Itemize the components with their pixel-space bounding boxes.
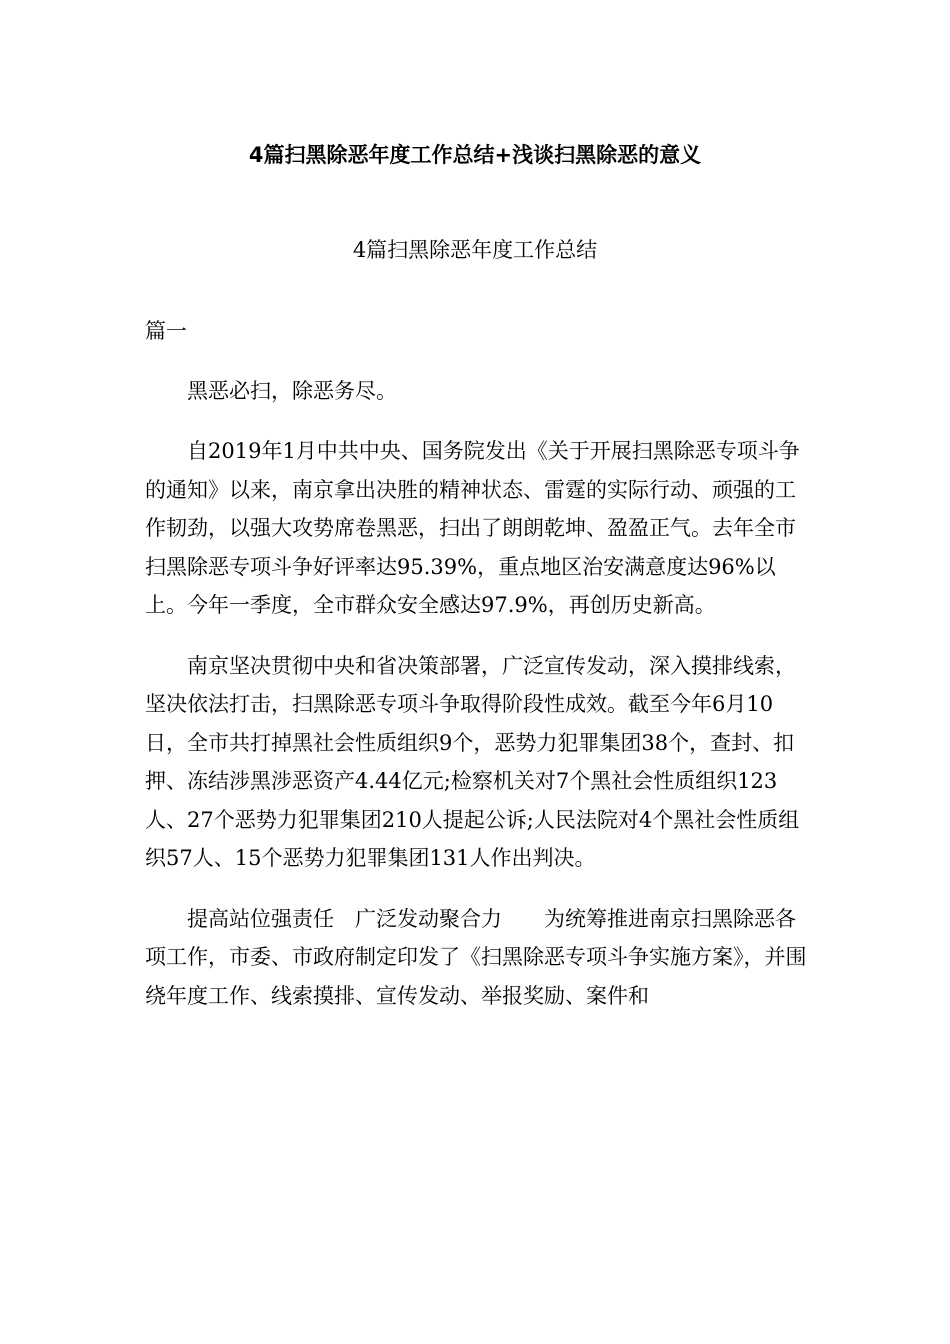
document-body	[145, 312, 815, 1015]
section-label: 篇一	[145, 319, 187, 343]
paragraph: 黑恶必扫，除恶务尽。	[187, 378, 397, 403]
paragraph: 南京坚决贯彻中央和省决策部署，广泛宣传发动，深入摸排线索，坚决依法打击，扫黑除恶专项斗争取得阶段性成效。截至今年6月10日，全市共打掉黑社会性质组织9个，恶势力犯罪集团38个，查封、扣押、冻结涉黑涉恶资产4.44亿元;检察机关对7个黑社会性质组织123人、27个恶势力犯罪集团210人提起公诉;人民法院对4个黑社会性质组织57人、15个恶势力犯罪集团131人作出判决。	[145, 653, 800, 870]
paragraph: 自2019年1月中共中央、国务院发出《关于开展扫黑除恶专项斗争的通知》以来，南京拿出决胜的精神状态、雷霆的实际行动、顽强的工作韧劲，以强大攻势席卷黑恶，扫出了朗朗乾坤、盈盈正气。去年全市扫黑除恶专项斗争好评率达95.39%，重点地区治安满意度达96%以上。今年一季度，全市群众安全感达97.9%，再创历史新高。	[145, 439, 800, 617]
paragraph: 提高站位强责任 广泛发动聚合力 为统筹推进南京扫黑除恶各项工作，市委、市政府制定印发了《扫黑除恶专项斗争实施方案》，并围绕年度工作、线索摸排、宣传发动、举报奖励、案件和	[145, 906, 807, 1008]
document-title: 4篇扫黑除恶年度工作总结+浅谈扫黑除恶的意义	[248, 143, 702, 167]
document-subtitle: 4篇扫黑除恶年度工作总结	[352, 238, 598, 262]
